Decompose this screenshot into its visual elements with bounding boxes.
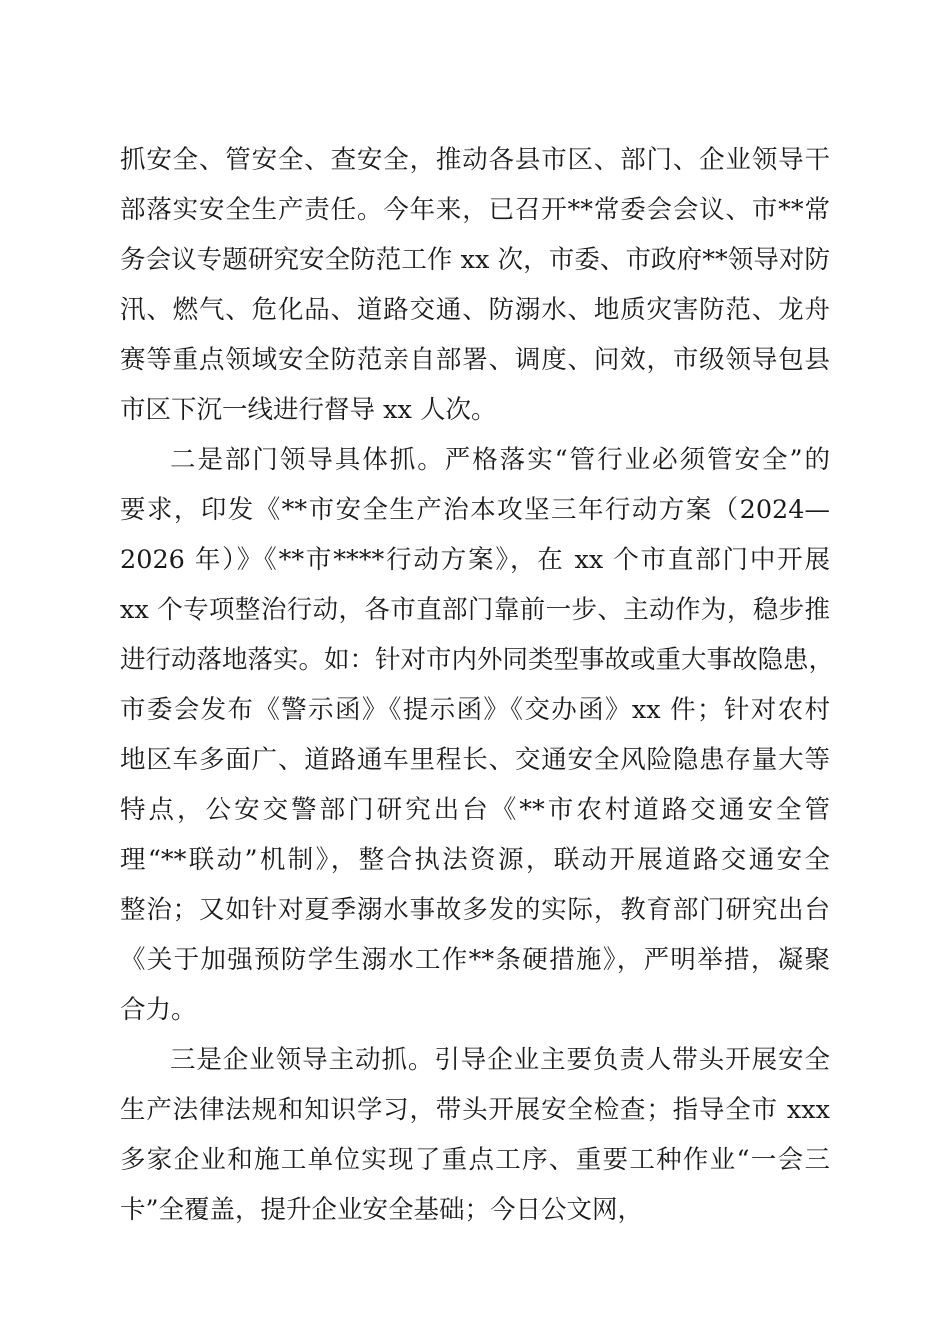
text-line: 《关于加强预防学生溺水工作**条硬措施》，严明举措，凝聚 <box>120 945 830 975</box>
text-line: 赛等重点领域安全防范亲自部署、调度、问效，市级领导包县 <box>120 345 830 375</box>
text-line: 2026 年）》《**市****行动方案》，在 xx 个市直部门中开展 <box>120 545 830 575</box>
text-line: 部落实安全生产责任。今年来，已召开**常委会会议、市**常 <box>120 195 830 225</box>
text-line: 地区车多面广、道路通车里程长、交通安全风险隐患存量大等 <box>120 745 830 775</box>
text-line: 进行动落地落实。如：针对市内外同类型事故或重大事故隐患， <box>120 645 835 675</box>
paragraph-heading-line: 二是部门领导具体抓。严格落实“管行业必须管安全”的 <box>170 445 830 475</box>
text-line: 多家企业和施工单位实现了重点工序、重要工种作业“一会三 <box>120 1145 830 1175</box>
text-line: 要求，印发《**市安全生产治本攻坚三年行动方案（2024— <box>120 495 830 525</box>
text-line: 市区下沉一线进行督导 xx 人次。 <box>120 395 497 425</box>
text-line: 合力。 <box>120 995 197 1025</box>
text-line: xx 个专项整治行动，各市直部门靠前一步、主动作为，稳步推 <box>120 595 830 625</box>
text-line: 市委会发布《警示函》《提示函》《交办函》xx 件；针对农村 <box>120 695 830 725</box>
paragraph-heading-line: 三是企业领导主动抓。引导企业主要负责人带头开展安全 <box>170 1045 830 1075</box>
text-line: 抓安全、管安全、查安全，推动各县市区、部门、企业领导干 <box>120 145 830 175</box>
text-line: 特点，公安交警部门研究出台《**市农村道路交通安全管 <box>120 795 830 825</box>
text-line: 生产法律法规和知识学习，带头开展安全检查；指导全市 xxx <box>120 1095 830 1125</box>
text-line: 整治；又如针对夏季溺水事故多发的实际，教育部门研究出台 <box>120 895 830 925</box>
text-line: 汛、燃气、危化品、道路交通、防溺水、地质灾害防范、龙舟 <box>120 295 830 325</box>
text-line: 务会议专题研究安全防范工作 xx 次，市委、市政府**领导对防 <box>120 245 830 275</box>
text-line: 卡”全覆盖，提升企业安全基础；今日公文网， <box>120 1195 644 1225</box>
text-line: 理“**联动”机制》，整合执法资源，联动开展道路交通安全 <box>120 845 830 875</box>
